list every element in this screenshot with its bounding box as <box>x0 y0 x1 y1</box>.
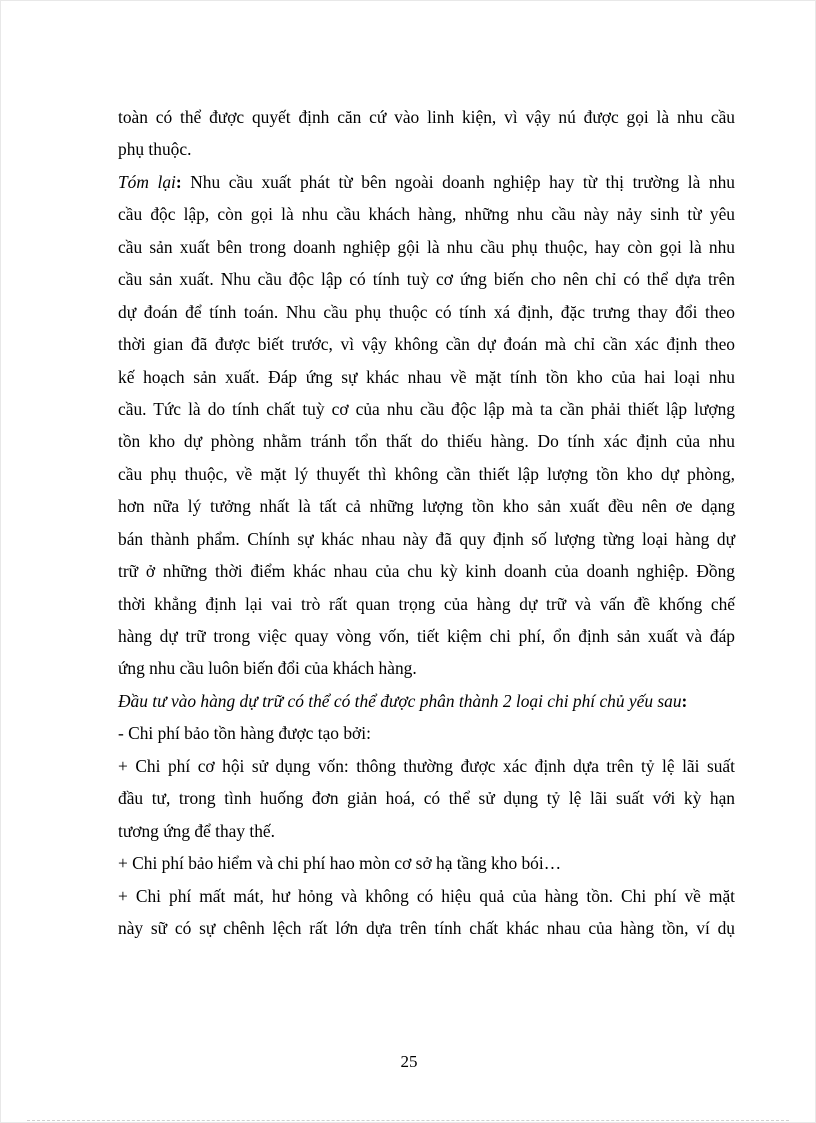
text-line <box>118 815 735 847</box>
text-run: cầu sản xuất bên trong doanh nghiệp gội là nhu cầu phụ thuộc, hay còn gọi là nhu <box>118 236 735 257</box>
text-run: hơn nữa lý tưởng nhất là tất cả những lượng tồn kho sản xuất đều nên ơe dạng <box>118 496 735 517</box>
text-run: trữ ở những thời điểm khác nhau của chu kỳ kinh doanh của doanh nghiệp. Đồng <box>118 561 735 582</box>
text-line <box>118 652 735 684</box>
text-run: cầu sản xuất. Nhu cầu độc lập có tính tuỳ cơ ứng biến cho nên chỉ có thể dựa trên <box>118 269 735 290</box>
text-line <box>118 166 735 198</box>
footer-divider <box>27 1120 789 1121</box>
text-run: tương ứng để thay thế. <box>118 820 275 841</box>
text-line <box>118 620 735 652</box>
text-run: - Chi phí bảo tồn hàng được tạo bởi: <box>118 723 371 744</box>
text-line <box>118 685 735 717</box>
text-line <box>118 133 735 165</box>
text-line <box>118 101 735 133</box>
text-run: cầu độc lập, còn gọi là nhu cầu khách hàng, những nhu cầu này nảy sinh từ yêu <box>118 204 735 225</box>
body-text <box>118 101 735 944</box>
text-run: bán thành phẩm. Chính sự khác nhau này đã quy định số lượng từng loại hàng dự <box>118 528 735 549</box>
text-run: Nhu cầu xuất phát từ bên ngoài doanh nghiệp hay từ thị trường là nhu <box>181 171 735 192</box>
text-line <box>118 393 735 425</box>
text-run: này sữ có sự chênh lệch rất lớn dựa trên tính chất khác nhau của hàng tồn, ví dụ <box>118 917 735 938</box>
text-line <box>118 231 735 263</box>
text-line <box>118 717 735 749</box>
text-run: hàng dự trữ trong việc quay vòng vốn, tiết kiệm chi phí, ổn định sản xuất và đáp <box>118 626 735 646</box>
text-run: dự đoán để tính toán. Nhu cầu phụ thuộc có tính xá định, đặc trưng thay đổi theo <box>118 301 735 322</box>
text-line <box>118 880 735 912</box>
text-line <box>118 425 735 457</box>
text-run: cầu phụ thuộc, về mặt lý thuyết thì không cần thiết lập lượng tồn kho dự phòng, <box>118 463 735 484</box>
text-run: đầu tư, trong tình huống đơn giản hoá, có thể sử dụng tỷ lệ lãi suất với kỳ hạn <box>118 788 735 809</box>
text-run: : <box>175 171 182 192</box>
text-line <box>118 490 735 522</box>
text-line <box>118 198 735 230</box>
text-run: + Chi phí cơ hội sử dụng vốn: thông thường được xác định dựa trên tỷ lệ lãi suất <box>118 755 735 776</box>
text-run: kế hoạch sản xuất. Đáp ứng sự khác nhau về mặt tính tồn kho của hai loại nhu <box>118 366 735 387</box>
text-run: : <box>681 690 688 711</box>
text-line <box>118 847 735 879</box>
text-run: + Chi phí bảo hiểm và chi phí hao mòn cơ sở hạ tầng kho bói… <box>118 853 562 874</box>
text-line <box>118 782 735 814</box>
text-line <box>118 296 735 328</box>
page-number: 25 <box>400 1052 418 1071</box>
text-run: thời gian đã được biết trước, vì vậy không cần dự đoán mà chỉ cần xác định theo <box>118 334 735 355</box>
text-line <box>118 750 735 782</box>
text-run: Đầu tư vào hàng dự trữ có thể có thể được phân thành 2 loại chi phí chủ yếu sau <box>118 690 682 711</box>
text-line <box>118 263 735 295</box>
text-line <box>118 555 735 587</box>
text-line <box>118 458 735 490</box>
text-run: tồn kho dự phòng nhằm tránh tổn thất do thiếu hàng. Do tính xác định của nhu <box>118 431 735 452</box>
text-line <box>118 523 735 555</box>
text-run: cầu. Tức là do tính chất tuỳ cơ của nhu cầu độc lập mà ta cần phải thiết lập lượng <box>118 398 735 419</box>
text-line <box>118 588 735 620</box>
text-run: ứng nhu cầu luôn biến đổi của khách hàng. <box>118 658 417 679</box>
text-line <box>118 912 735 944</box>
text-run: toàn có thể được quyết định căn cứ vào linh kiện, vì vậy nú được gọi là nhu cầu <box>118 107 735 127</box>
text-run: Tóm lại <box>118 171 176 192</box>
text-line <box>118 361 735 393</box>
text-run: thời khẳng định lại vai trò rất quan trọng của hàng dự trữ và vấn đề khống chế <box>118 593 735 614</box>
text-run: phụ thuộc. <box>118 139 192 160</box>
text-line <box>118 328 735 360</box>
text-run: + Chi phí mất mát, hư hỏng và không có hiệu quả của hàng tồn. Chi phí về mặt <box>118 885 735 906</box>
